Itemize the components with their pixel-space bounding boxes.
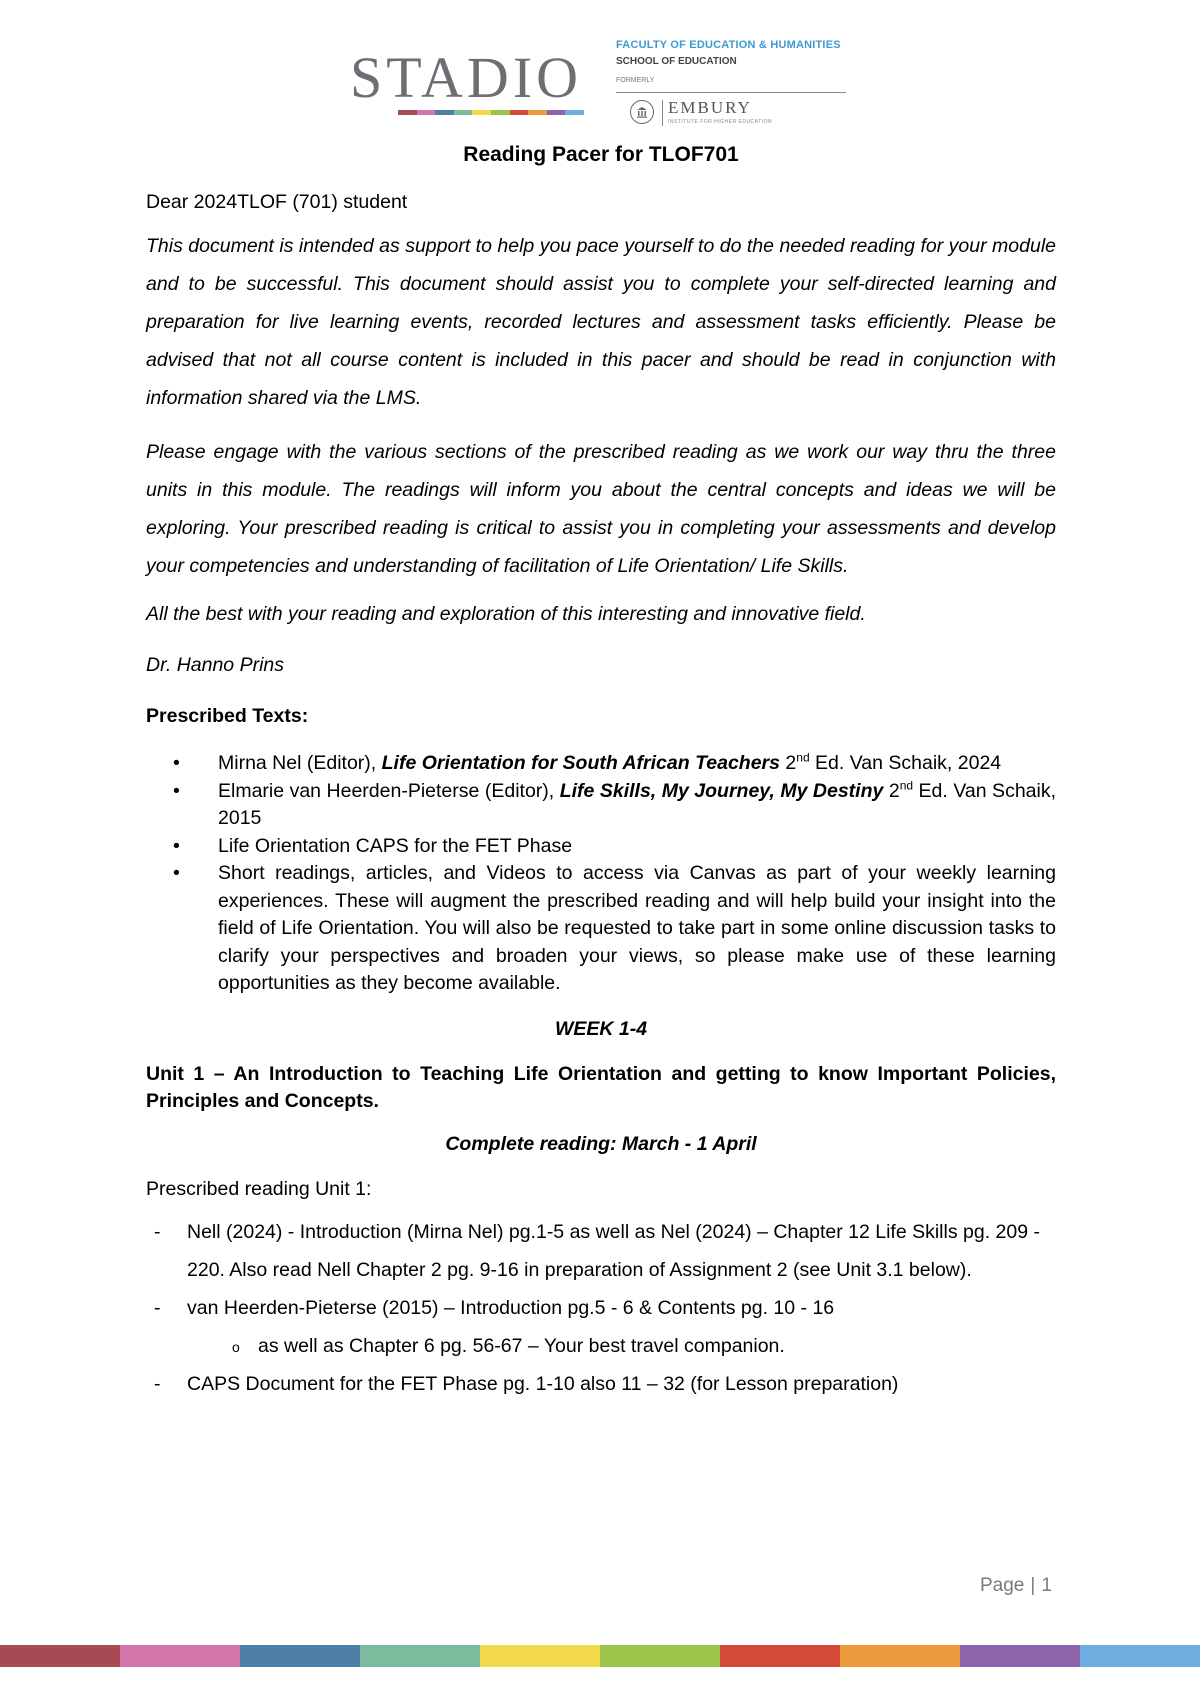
faculty-name: FACULTY OF EDUCATION & HUMANITIES xyxy=(616,39,841,51)
embury-separator xyxy=(662,100,663,126)
stadio-color-stripe xyxy=(398,110,584,115)
stripe-segment xyxy=(398,110,417,115)
unit-heading: Unit 1 – An Introduction to Teaching Life Orientation and getting to know Important Policies, Principles and Concepts. xyxy=(146,1062,1056,1112)
prescribed-item: • Short readings, articles, and Videos to access via Canvas as part of your weekly learning experiences. These will augment the prescribed reading and will help build your insight into the field of Life Orientation. You will also be requested to take part in some online discussion tasks to clarify your perspectives and broaden your views, so please make use of these learning opportunities as they become available. xyxy=(146,860,1056,998)
header-logo xyxy=(350,39,850,138)
page-label: Page xyxy=(980,1575,1025,1596)
stadio-logo-text: STADIO xyxy=(350,45,583,110)
edition-number: 2 xyxy=(883,779,900,802)
greeting: Dear 2024TLOF (701) student xyxy=(146,191,408,213)
stripe-segment xyxy=(528,110,547,115)
complete-reading: Complete reading: March - 1 April xyxy=(445,1132,757,1155)
stripe-segment xyxy=(840,1645,960,1667)
prescribed-list xyxy=(146,750,1056,998)
prescribed-editor: Elmarie van Heerden-Pieterse (Editor), xyxy=(218,779,560,802)
logo-divider xyxy=(616,92,846,93)
stripe-segment xyxy=(435,110,454,115)
book-title: Life Skills, My Journey, My Destiny xyxy=(559,779,884,802)
publisher-info: Ed. Van Schaik, 2024 xyxy=(809,752,1002,774)
formerly-label: FORMERLY xyxy=(616,77,655,84)
embury-tagline: INSTITUTE FOR HIGHER EDUCATION xyxy=(668,119,773,125)
stripe-segment xyxy=(0,1645,120,1667)
stripe-segment xyxy=(360,1645,480,1667)
stripe-segment xyxy=(480,1645,600,1667)
book-title: Life Orientation for South African Teachers xyxy=(381,752,780,774)
closing-line: All the best with your reading and exploration of this interesting and innovative field. xyxy=(146,603,866,625)
reading-subitem: o as well as Chapter 6 pg. 56-67 – Your best travel companion. xyxy=(146,1327,1056,1365)
stripe-segment xyxy=(565,110,584,115)
unit-reading-list xyxy=(146,1213,1056,1403)
stripe-segment xyxy=(472,110,491,115)
stripe-segment xyxy=(491,110,510,115)
school-name: SCHOOL OF EDUCATION xyxy=(616,56,737,67)
prescribed-heading: Prescribed Texts: xyxy=(146,705,309,727)
stripe-segment xyxy=(960,1645,1080,1667)
prescribed-editor: Mirna Nel (Editor), xyxy=(218,752,382,774)
publisher-info: Ed. Van Schaik, 2015 xyxy=(218,779,1057,829)
edition-number: 2 xyxy=(780,752,797,774)
embury-logo-text: EMBURY xyxy=(668,98,752,117)
signature: Dr. Hanno Prins xyxy=(146,654,284,676)
page-number xyxy=(980,1575,1052,1597)
stripe-segment xyxy=(454,110,473,115)
stripe-segment xyxy=(1080,1645,1200,1667)
stripe-segment xyxy=(417,110,436,115)
prescribed-item xyxy=(146,750,1056,778)
engage-paragraph: Please engage with the various sections of the prescribed reading as we work our way thru the three units in this module. The readings will inform you about the central concepts and ideas we will be exploring. Your prescribed reading is critical to assist you in completing your assessments and develop your competencies and understanding of facilitation of Life Orientation/ Life Skills. xyxy=(146,441,1056,577)
reading-item-text: van Heerden-Pieterse (2015) – Introduction pg.5 - 6 & Contents pg. 10 - 16 xyxy=(187,1296,835,1319)
stripe-segment xyxy=(120,1645,240,1667)
page-title: Reading Pacer for TLOF701 xyxy=(463,143,739,166)
embury-seal-icon xyxy=(630,100,654,124)
page-number-value: 1 xyxy=(1041,1575,1052,1596)
edition-suffix: nd xyxy=(899,778,914,792)
reading-item xyxy=(146,1289,1056,1365)
reading-item: - CAPS Document for the FET Phase pg. 1-10 also 11 – 32 (for Lesson preparation) xyxy=(146,1365,1056,1403)
prescribed-item xyxy=(146,778,1056,833)
week-heading: WEEK 1-4 xyxy=(554,1017,648,1040)
unit-reading-label: Prescribed reading Unit 1: xyxy=(146,1177,372,1200)
stripe-segment xyxy=(547,110,566,115)
page-separator: | xyxy=(1030,1575,1036,1596)
edition-suffix: nd xyxy=(796,750,810,765)
prescribed-item: • Life Orientation CAPS for the FET Phase xyxy=(146,833,1056,861)
stripe-segment xyxy=(510,110,529,115)
reading-item: - Nell (2024) - Introduction (Mirna Nel) pg.1-5 as well as Nel (2024) – Chapter 12 Life Skills pg. 209 - 220. Also read Nell Chapter 2 pg. 9-16 in preparation of Assignment 2 (see Unit 3.1 below). xyxy=(146,1213,1056,1289)
reading-sublist xyxy=(146,1327,1056,1365)
intro-paragraph: This document is intended as support to help you pace yourself to do the needed reading for your module and to be successful. This document should assist you to complete your self-directed learning and preparation for live learning events, recorded lectures and assessment tasks efficiently. Please be advised that not all course content is included in this pacer and should be read in conjunction with information shared via the LMS. xyxy=(146,235,1056,409)
footer-color-stripe xyxy=(0,1645,1200,1667)
stripe-segment xyxy=(720,1645,840,1667)
stripe-segment xyxy=(240,1645,360,1667)
document-body xyxy=(146,143,1056,1403)
stripe-segment xyxy=(600,1645,720,1667)
